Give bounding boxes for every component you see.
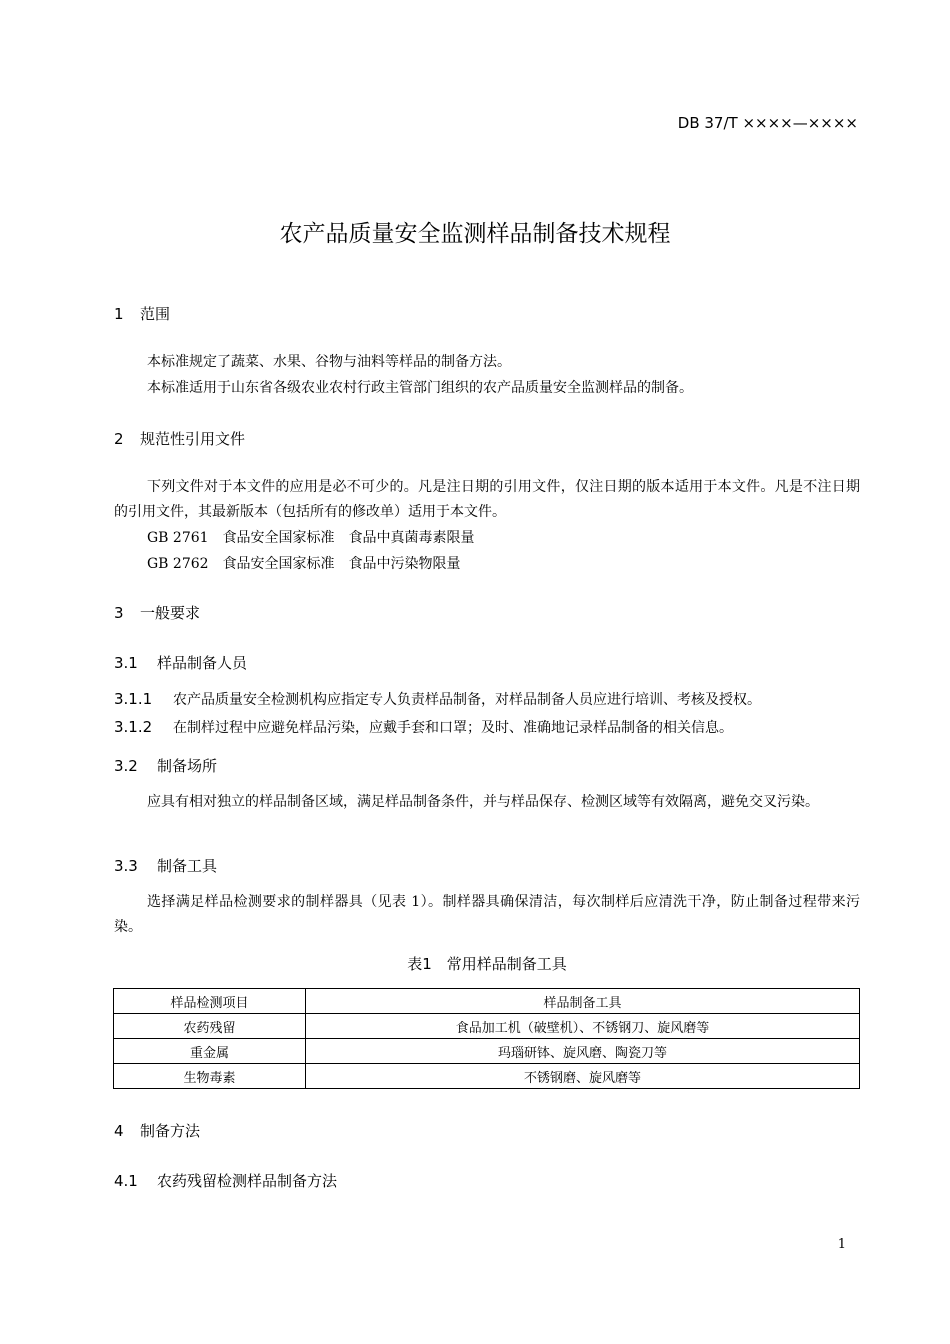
reference-name: 食品安全国家标准 <box>222 556 335 572</box>
table-cell: 食品加工机（破壁机）、不锈钢刀、旋风磨等 <box>306 1014 860 1039</box>
reference-subject: 食品中真菌毒素限量 <box>348 530 475 546</box>
table-row <box>114 1064 860 1089</box>
paragraph: 选择满足样品检测要求的制样器具（见表 1）。制样器具确保清洁，每次制样后应清洗干净，防止制备过程带来污染。 <box>114 894 860 935</box>
paragraph: 本标准适用于山东省各级农业农村行政主管部门组织的农产品质量安全监测样品的制备。 <box>147 380 693 396</box>
reference-item <box>147 553 461 573</box>
reference-name: 食品安全国家标准 <box>222 530 335 546</box>
paragraph: 本标准规定了蔬菜、水果、谷物与油料等样品的制备方法。 <box>147 354 511 370</box>
clause-text: 农产品质量安全检测机构应指定专人负责样品制备，对样品制备人员应进行培训、考核及授权。 <box>173 692 761 708</box>
section-number: 2 <box>114 430 124 448</box>
subsection-title: 农药残留检测样品制备方法 <box>157 1172 338 1190</box>
subsection-number: 3.2 <box>114 757 138 775</box>
subsection-heading-3-2 <box>114 755 217 776</box>
document-id: DB 37/T ××××—×××× <box>677 114 858 132</box>
subsection-heading-4-1 <box>114 1170 337 1191</box>
section-title: 规范性引用文件 <box>140 430 246 448</box>
document-title: 农产品质量安全监测样品制备技术规程 <box>279 221 671 247</box>
reference-item <box>147 527 475 547</box>
section-title: 范围 <box>140 305 171 323</box>
section-heading-2 <box>114 428 245 449</box>
clause-number: 3.1.1 <box>114 690 153 708</box>
table-cell: 不锈钢磨、旋风磨等 <box>306 1064 860 1089</box>
paragraph: 下列文件对于本文件的应用是必不可少的。凡是注日期的引用文件，仅注日期的版本适用于本文件。凡是不注日期的引用文件，其最新版本（包括所有的修改单）适用于本文件。 <box>114 479 860 520</box>
subsection-title: 制备工具 <box>157 857 218 875</box>
subsection-number: 3.1 <box>114 654 138 672</box>
table-header-cell: 样品制备工具 <box>306 989 860 1014</box>
subsection-title: 制备场所 <box>157 757 218 775</box>
clause-number: 3.1.2 <box>114 718 153 736</box>
page-number: 1 <box>837 1237 846 1252</box>
section-heading-4 <box>114 1120 200 1141</box>
clause-3-1-2 <box>114 717 733 737</box>
table-cell: 玛瑙研钵、旋风磨、陶瓷刀等 <box>306 1039 860 1064</box>
table-caption: 表1 常用样品制备工具 <box>407 955 567 973</box>
subsection-number: 3.3 <box>114 857 138 875</box>
clause-text: 在制样过程中应避免样品污染，应戴手套和口罩；及时、准确地记录样品制备的相关信息。 <box>173 720 733 736</box>
table-cell: 重金属 <box>114 1039 306 1064</box>
clause-3-1-1 <box>114 689 761 709</box>
paragraph: 应具有相对独立的样品制备区域，满足样品制备条件，并与样品保存、检测区域等有效隔离，避免交叉污染。 <box>147 794 819 810</box>
reference-code: GB 2762 <box>147 556 209 572</box>
subsection-number: 4.1 <box>114 1172 138 1190</box>
table-row <box>114 1039 860 1064</box>
section-title: 一般要求 <box>140 604 201 622</box>
table-cell: 农药残留 <box>114 1014 306 1039</box>
section-number: 1 <box>114 305 124 323</box>
table-cell: 生物毒素 <box>114 1064 306 1089</box>
reference-subject: 食品中污染物限量 <box>348 556 461 572</box>
subsection-heading-3-1 <box>114 652 247 673</box>
section-title: 制备方法 <box>140 1122 201 1140</box>
section-heading-1 <box>114 303 170 324</box>
table-row <box>114 1014 860 1039</box>
table-header-row <box>114 989 860 1014</box>
section-heading-3 <box>114 602 200 623</box>
reference-code: GB 2761 <box>147 530 209 546</box>
section-number: 4 <box>114 1122 124 1140</box>
subsection-heading-3-3 <box>114 855 217 876</box>
tools-table <box>113 988 860 1089</box>
section-number: 3 <box>114 604 124 622</box>
table-header-cell: 样品检测项目 <box>114 989 306 1014</box>
subsection-title: 样品制备人员 <box>157 654 248 672</box>
